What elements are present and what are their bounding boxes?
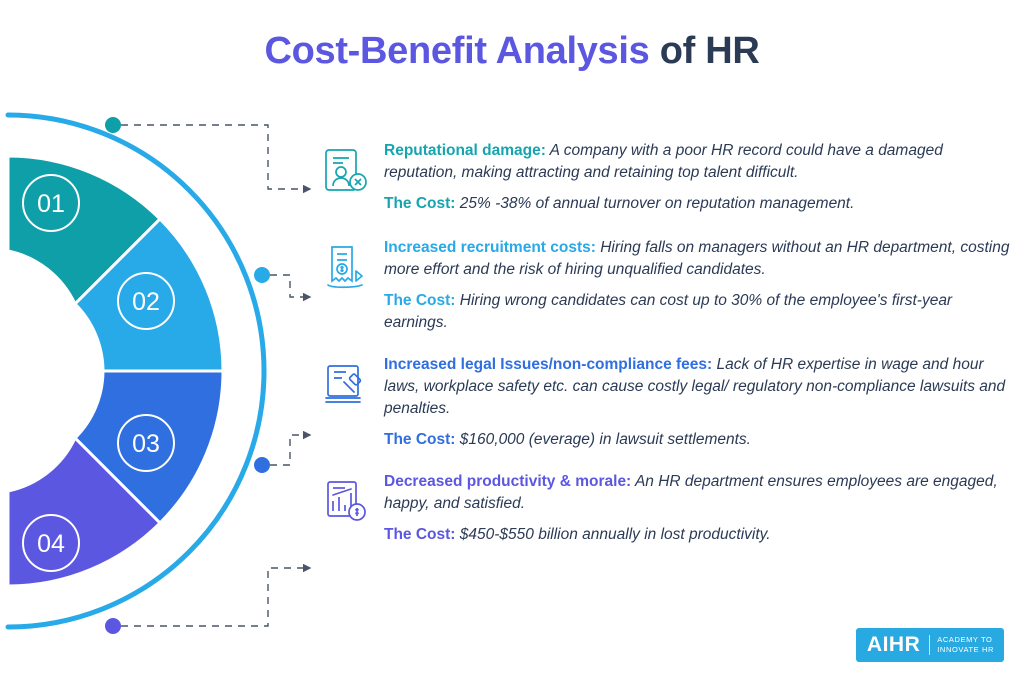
- item-2-cost-label: The Cost:: [384, 292, 456, 309]
- list-item: [320, 140, 1020, 215]
- items-list: [320, 140, 1020, 562]
- item-3-cost: [384, 429, 1020, 451]
- list-item: [320, 354, 1020, 451]
- logo-name: AIHR: [866, 633, 921, 656]
- page-title-dark: of HR: [649, 30, 760, 72]
- segment-03-number: 03: [132, 430, 160, 458]
- item-3-lead: [384, 354, 1020, 420]
- item-4-cost: [384, 524, 1020, 546]
- item-1-cost-label: The Cost:: [384, 195, 456, 212]
- item-2-body: Hiring falls on managers without an HR department, costing more effort and the risk of hiring unqualified candidates.: [384, 239, 1010, 278]
- item-2-lead: [384, 237, 1020, 281]
- item-1-cost: [384, 193, 1020, 215]
- segment-01-number: 01: [37, 190, 65, 218]
- logo-tagline-line1: ACADEMY TO: [937, 634, 993, 644]
- item-3-cost-label: The Cost:: [384, 431, 456, 448]
- reputation-person-icon: [320, 140, 380, 201]
- item-3-body: Lack of HR expertise in wage and hour laws, workplace safety etc. can cause costly legal/ regulatory non-compliance lawsuits and penalties.: [384, 356, 1006, 417]
- item-1-cost-value: 25% -38% of annual turnover on reputation management.: [455, 195, 855, 212]
- item-2-cost-value: Hiring wrong candidates can cost up to 30% of the employee's first-year earnings.: [384, 292, 953, 331]
- productivity-decline-chart-icon: [320, 471, 380, 532]
- list-item: [320, 237, 1020, 334]
- item-2-cost: [384, 290, 1020, 334]
- legal-gavel-document-icon: [320, 354, 380, 415]
- item-1-body: A company with a poor HR record could have a damaged reputation, making attracting and retaining top talent difficult.: [384, 142, 943, 181]
- page-title-accent: Cost-Benefit Analysis: [264, 30, 650, 72]
- recruitment-cost-receipt-icon: [320, 237, 380, 298]
- item-3-heading: Increased legal Issues/non-compliance fees:: [384, 356, 713, 373]
- page-title: [0, 30, 1024, 73]
- item-4-cost-label: The Cost:: [384, 526, 456, 543]
- segment-04-number: 04: [37, 530, 65, 558]
- logo-tagline-line2: INNOVATE HR: [937, 645, 994, 654]
- aihr-logo: [856, 628, 1004, 662]
- item-4-cost-value: $450-$550 billion annually in lost productivity.: [455, 526, 771, 543]
- segment-02-number: 02: [132, 288, 160, 316]
- item-1-heading: Reputational damage:: [384, 142, 546, 159]
- donut-diagram: [0, 95, 308, 647]
- item-2-heading: Increased recruitment costs:: [384, 239, 596, 256]
- item-4-lead: [384, 471, 1020, 515]
- logo-tagline: [930, 628, 1004, 662]
- list-item: [320, 471, 1020, 546]
- item-4-body: An HR department ensures employees are engaged, happy, and satisfied.: [384, 473, 998, 512]
- item-1-lead: [384, 140, 1020, 184]
- item-3-cost-value: $160,000 (everage) in lawsuit settlements.: [455, 431, 751, 448]
- item-4-heading: Decreased productivity & morale:: [384, 473, 632, 490]
